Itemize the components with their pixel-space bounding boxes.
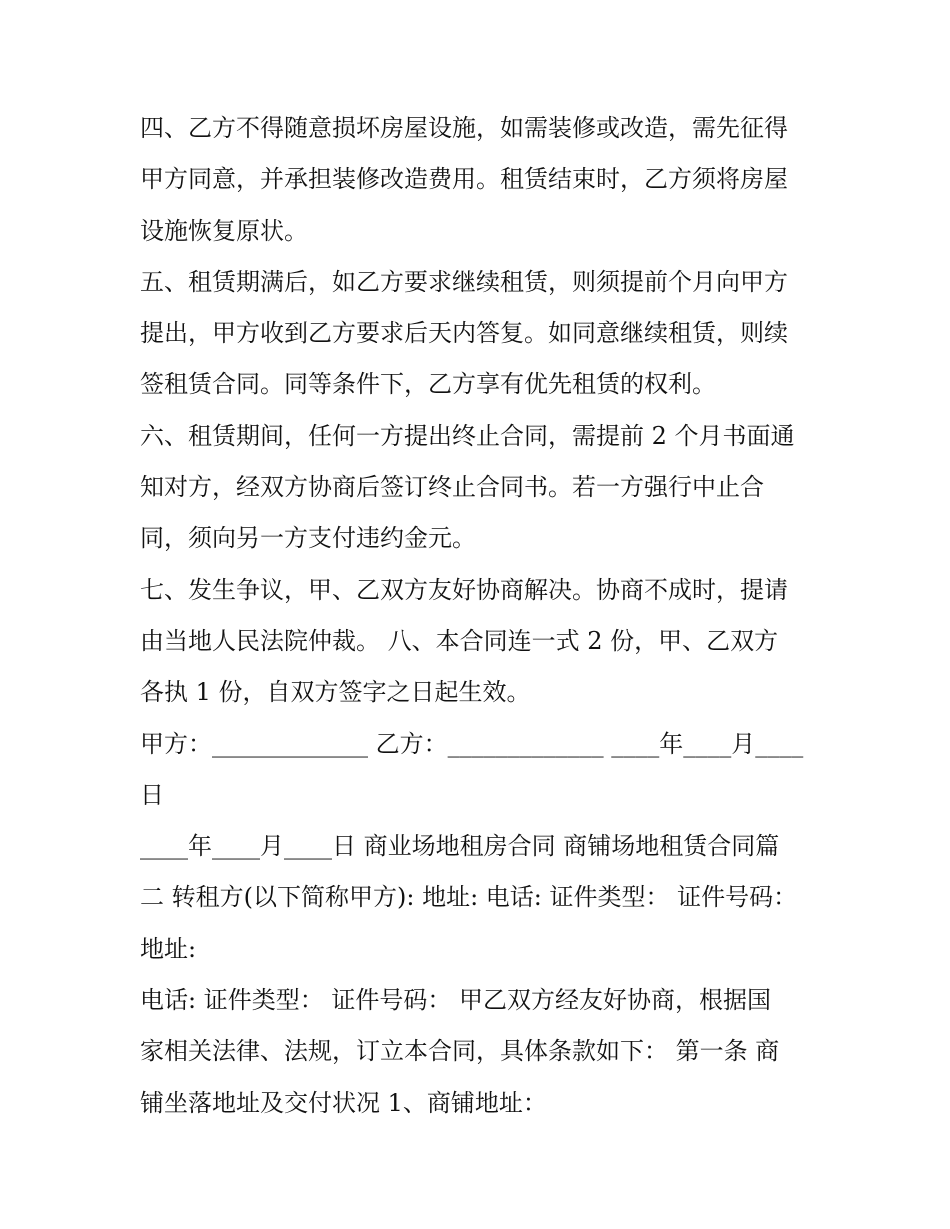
text-line: 同，须向另一方支付违约金元。: [140, 524, 476, 553]
text-line: 甲方同意，并承担装修改造费用。租赁结束时，乙方须将房屋: [140, 165, 788, 194]
text-line: 签租赁合同。同等条件下，乙方享有优先租赁的权利。: [140, 370, 716, 399]
text-line: 二 转租方(以下简称甲方): 地址: 电话: 证件类型： 证件号码：: [140, 883, 798, 912]
text-line: 七、发生争议，甲、乙双方友好协商解决。协商不成时，提请: [140, 575, 788, 604]
text-line: 各执 1 份，自双方签字之日起生效。: [140, 678, 531, 707]
text-line: 家相关法律、法规，订立本合同，具体条款如下： 第一条 商: [140, 1037, 780, 1066]
text-line: 五、租赁期满后，如乙方要求继续租赁，则须提前个月向甲方: [140, 267, 788, 296]
text-line: 提出，甲方收到乙方要求后天内答复。如同意继续租赁，则续: [140, 319, 788, 348]
text-line: 由当地人民法院仲裁。 八、本合同连一式 2 份，甲、乙双方: [140, 626, 779, 655]
text-line: 设施恢复原状。: [140, 216, 308, 245]
contract-text: [140, 103, 820, 1129]
text-line: 六、租赁期间，任何一方提出终止合同，需提前 2 个月书面通: [140, 421, 795, 450]
text-line: 铺坐落地址及交付状况 1、商铺地址：: [140, 1088, 547, 1117]
text-line: 四、乙方不得随意损坏房屋设施，如需装修或改造，需先征得: [140, 114, 788, 142]
text-line: ____年____月____日 商业场地租房合同 商铺场地租赁合同篇: [140, 832, 780, 861]
text-line: 知对方，经双方协商后签订终止合同书。若一方强行中止合: [140, 473, 764, 502]
text-line: 地址:: [140, 934, 197, 963]
text-line: 日: [140, 780, 164, 809]
signature-line: 甲方：_____________ 乙方：_____________ ____年____月____: [140, 729, 804, 758]
text-line: 电话: 证件类型： 证件号码： 甲乙双方经友好协商，根据国: [140, 986, 771, 1015]
